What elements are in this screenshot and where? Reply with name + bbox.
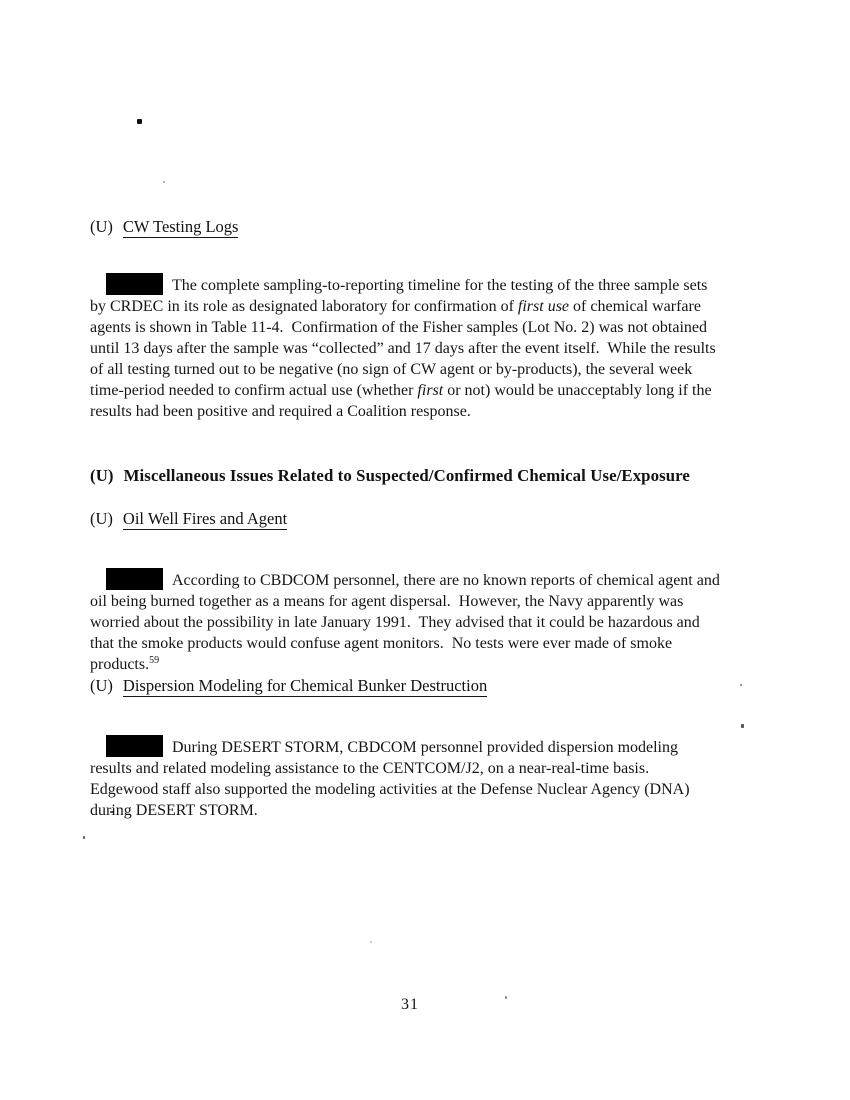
paragraph-text: The complete sampling-to-reporting timeline for the testing of the three sample sets by CRDEC in its role as designated laboratory for confirmation of [90,277,712,315]
paragraph-text: During DESERT STORM, CBDCOM personnel provided dispersion modeling results and related modeling assistance to the CENTCOM/J2, on a near-real-time basis. Edgewood staff also supported the modeling activities at the Defense Nuclear Agency (DNA) during DESERT STORM. [90,739,694,819]
paragraph-text: According to CBDCOM personnel, there are no known reports of chemical agent and oil being burned together as a means for agent dispersal. However, the Navy apparently was worried about the possibility in late January 1991. They advised that it could be hazardous and that the smoke products would confuse agent monitors. No tests were ever made of smoke products. [90,572,724,673]
paragraph-text: or not) would be unacceptably long if the results had been positive and required a Coalition response. [90,382,716,420]
scan-speck [370,941,372,943]
paragraph-cw-testing [90,252,722,443]
heading-title: Miscellaneous Issues Related to Suspected/Confirmed Chemical Use/Exposure [123,466,690,485]
heading-title: Dispersion Modeling for Chemical Bunker Destruction [122,676,488,695]
paragraph-dispersion-modeling [90,714,722,842]
scan-speck [163,181,165,183]
paragraph-oil-well-fires [90,547,722,696]
redaction-bar [106,735,163,757]
classification-marker: (U) [90,509,113,528]
page-number: 31 [401,996,419,1013]
redaction-bar [106,273,163,295]
paragraph-text-italic: first use [517,298,570,315]
paragraph-text-italic: first [417,382,444,399]
heading-cw-testing-logs [90,217,238,237]
heading-miscellaneous-issues [90,466,690,486]
scan-speck [741,724,744,728]
heading-title: Oil Well Fires and Agent [122,509,288,528]
scan-speck [137,119,142,124]
classification-marker: (U) [90,676,113,695]
redaction-bar [106,568,163,590]
scan-speck [740,684,742,686]
heading-dispersion-modeling [90,676,487,696]
classification-marker: (U) [90,217,113,236]
heading-oil-well-fires [90,509,287,529]
scan-speck [83,836,85,839]
paragraph-text: of chemical warfare agents is shown in Table 11-4. Confirmation of the Fisher samples (Lot No. 2) was not obtained until 13 days after the sample was “collected” and 17 days after the event itself. While the results of all testing turned out to be negative (no sign of CW agent or by-products), the several week time-period needed to confirm actual use (whether [90,298,720,399]
heading-title: CW Testing Logs [122,217,239,236]
footnote-reference: 59 [149,655,160,666]
classification-marker: (U) [90,466,114,485]
